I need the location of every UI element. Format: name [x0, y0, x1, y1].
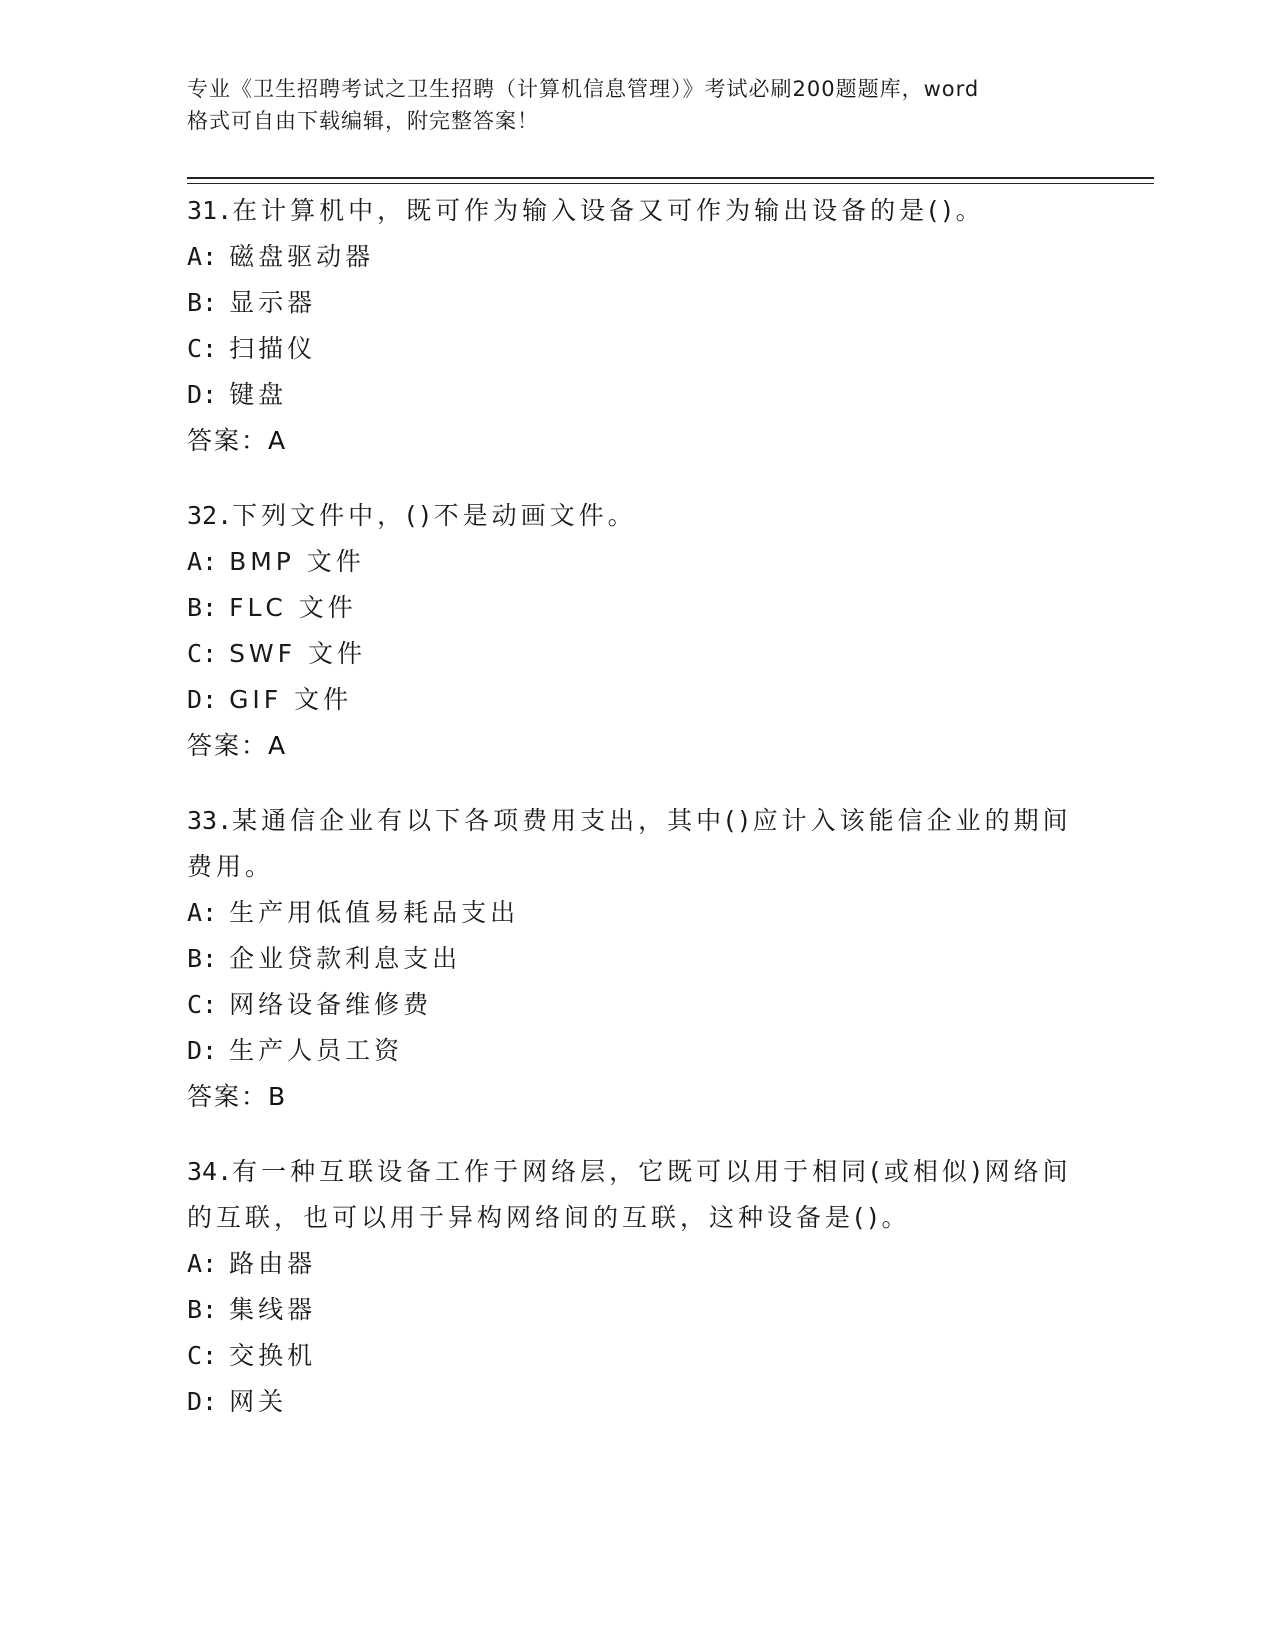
option-letter: C: [187, 334, 218, 363]
option-a [187, 890, 1087, 936]
option-b [187, 936, 1087, 982]
option-text: 网络设备维修费 [229, 990, 433, 1019]
question-stem [187, 1149, 1087, 1241]
option-letter: D: [187, 1036, 218, 1065]
question-31 [187, 188, 1087, 464]
question-number: 32. [187, 501, 233, 530]
option-text: 企业贷款利息支出 [229, 944, 462, 973]
question-stem [187, 798, 1087, 890]
option-text: FLC 文件 [229, 593, 357, 622]
option-d [187, 1028, 1087, 1074]
question-list [187, 188, 1087, 1454]
question-number: 31. [187, 196, 233, 225]
option-b [187, 280, 1087, 326]
option-letter: A: [187, 547, 218, 576]
answer-line: 答案：A [187, 426, 288, 455]
option-text: 磁盘驱动器 [229, 242, 375, 271]
question-33 [187, 798, 1087, 1120]
option-c [187, 326, 1087, 372]
option-a [187, 539, 1087, 585]
option-text: GIF 文件 [229, 685, 353, 714]
option-a [187, 1241, 1087, 1287]
option-letter: A: [187, 242, 218, 271]
question-stem [187, 188, 1087, 234]
option-letter: B: [187, 1295, 218, 1324]
option-letter: B: [187, 288, 218, 317]
option-letter: A: [187, 1249, 218, 1278]
option-text: 键盘 [229, 380, 288, 409]
answer-line: 答案：A [187, 731, 288, 760]
option-d [187, 1379, 1087, 1425]
option-text: 路由器 [229, 1249, 317, 1278]
option-letter: C: [187, 990, 218, 1019]
option-a [187, 234, 1087, 280]
option-text: SWF 文件 [229, 639, 366, 668]
option-c [187, 982, 1087, 1028]
option-letter: D: [187, 1387, 218, 1416]
option-letter: C: [187, 639, 218, 668]
option-letter: B: [187, 944, 218, 973]
option-text: 显示器 [229, 288, 317, 317]
header-divider-thin [187, 183, 1154, 184]
option-d [187, 372, 1087, 418]
header-line-1: 专业《卫生招聘考试之卫生招聘（计算机信息管理）》考试必刷200题题库，word [187, 77, 980, 101]
option-text: 网关 [229, 1387, 288, 1416]
option-letter: D: [187, 685, 218, 714]
option-text: BMP 文件 [229, 547, 365, 576]
option-d [187, 677, 1087, 723]
question-text: 在计算机中，既可作为输入设备又可作为输出设备的是()。 [232, 196, 985, 225]
option-text: 交换机 [229, 1341, 317, 1370]
answer-line: 答案：B [187, 1082, 288, 1111]
option-c [187, 1333, 1087, 1379]
option-c [187, 631, 1087, 677]
document-header [187, 73, 1087, 137]
question-number: 34. [187, 1157, 233, 1186]
option-text: 集线器 [229, 1295, 317, 1324]
question-32 [187, 493, 1087, 769]
option-b [187, 585, 1087, 631]
option-text: 生产用低值易耗品支出 [229, 898, 520, 927]
header-divider-thick [187, 177, 1154, 179]
question-text: 有一种互联设备工作于网络层，它既可以用于相同(或相似)网络间的互联，也可以用于异构网络间的互联，这种设备是()。 [187, 1157, 1072, 1232]
header-line-2: 格式可自由下载编辑，附完整答案！ [187, 109, 539, 133]
option-text: 生产人员工资 [229, 1036, 404, 1065]
question-34 [187, 1149, 1087, 1425]
option-letter: D: [187, 380, 218, 409]
option-letter: C: [187, 1341, 218, 1370]
question-number: 33. [187, 806, 233, 835]
option-letter: A: [187, 898, 218, 927]
question-text: 某通信企业有以下各项费用支出，其中()应计入该能信企业的期间费用。 [187, 806, 1072, 881]
option-text: 扫描仪 [229, 334, 317, 363]
option-b [187, 1287, 1087, 1333]
option-letter: B: [187, 593, 218, 622]
question-text: 下列文件中，()不是动画文件。 [232, 501, 637, 530]
question-stem [187, 493, 1087, 539]
